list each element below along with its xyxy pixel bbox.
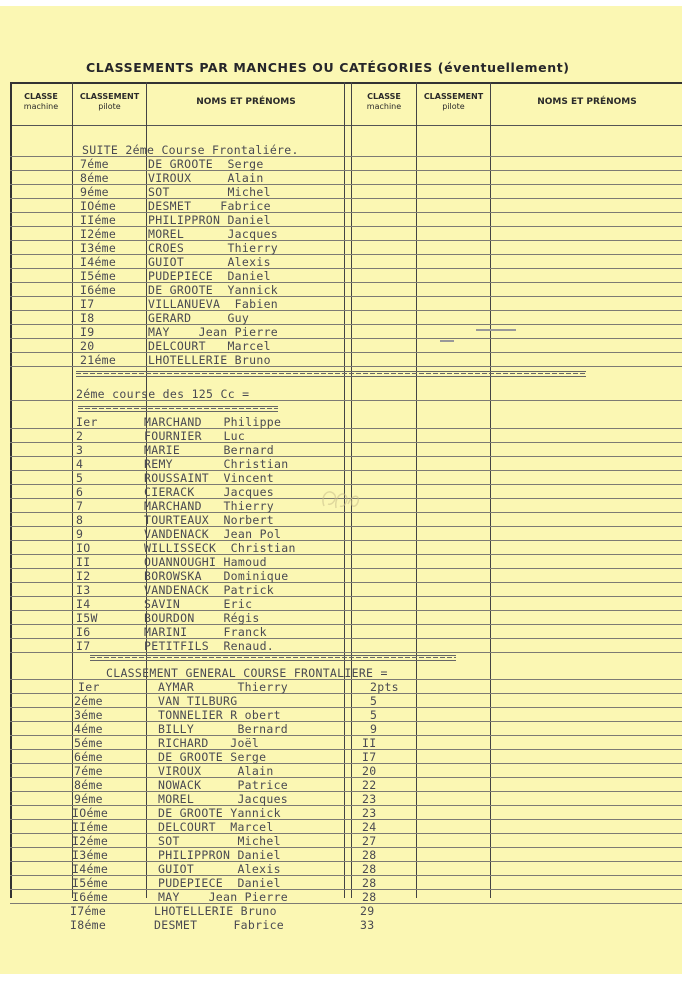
points: 28: [362, 890, 377, 904]
pilot-name: PUDEPIECE Daniel: [158, 876, 281, 890]
rank: I6éme: [80, 283, 117, 297]
pilot-name: TONNELIER R obert: [158, 708, 281, 722]
rank: I5W: [76, 611, 98, 625]
points: 5: [370, 694, 378, 708]
pilot-name: REMY Christian: [144, 457, 289, 471]
rank: IIéme: [72, 820, 109, 834]
pilot-name: RICHARD Joël: [158, 736, 260, 750]
points: 5: [370, 708, 378, 722]
results-sheet: [0, 6, 682, 974]
pilot-name: MOREL Jacques: [158, 792, 289, 806]
rank: 8éme: [74, 778, 103, 792]
pilot-name: MAY Jean Pierre: [148, 325, 279, 339]
pilot-name: DE GROOTE Yannick: [158, 806, 281, 820]
points: I7: [362, 750, 377, 764]
rank: I3: [76, 583, 91, 597]
pilot-name: GERARD Guy: [148, 311, 250, 325]
pencil-mark: [440, 340, 454, 342]
rank: I8: [80, 311, 95, 325]
header-noms-prenoms: NOMS ET PRÉNOMS: [196, 97, 296, 107]
pilot-name: DELCOURT Marcel: [148, 339, 271, 353]
rank: 21éme: [80, 353, 117, 367]
rank: 2éme: [74, 694, 103, 708]
rank: 7: [76, 499, 84, 513]
rank: I7éme: [70, 904, 107, 918]
pilot-name: VILLANUEVA Fabien: [148, 297, 279, 311]
rank: 9éme: [74, 792, 103, 806]
rank: 4éme: [74, 722, 103, 736]
pilot-name: PHILIPPRON Daniel: [158, 848, 281, 862]
header-top-rule: [10, 82, 682, 84]
pilot-name: SOT Michel: [158, 834, 281, 848]
rank: I2éme: [80, 227, 117, 241]
rank: 8éme: [80, 171, 109, 185]
rank: 9éme: [80, 185, 109, 199]
pilot-name: CROES Thierry: [148, 241, 279, 255]
pilot-name: VANDENACK Patrick: [144, 583, 275, 597]
points: 22: [362, 778, 377, 792]
rank: 7éme: [80, 157, 109, 171]
points: 28: [362, 876, 377, 890]
header-classement-pilote: CLASSEMENT pilote: [79, 92, 140, 111]
pilot-name: DELCOURT Marcel: [158, 820, 274, 834]
pilot-name: MARINI Franck: [144, 625, 267, 639]
header-classement-pilote: CLASSEMENT pilote: [423, 92, 484, 111]
pilot-name: MARCHAND Philippe: [144, 415, 282, 429]
pilot-name: PETITFILS Renaud.: [144, 639, 275, 653]
rank: I4éme: [80, 255, 117, 269]
rank: 7éme: [74, 764, 103, 778]
col-rule: [416, 82, 417, 898]
rank: 8: [76, 513, 84, 527]
pilot-name: BILLY Bernard: [158, 722, 289, 736]
header-classe-machine: CLASSE machine: [23, 92, 59, 111]
points: 20: [362, 764, 377, 778]
rank: 3: [76, 443, 84, 457]
faint-logo-stamp-icon: [318, 484, 364, 514]
header-classe-machine: CLASSE machine: [366, 92, 402, 111]
rank: 2: [76, 429, 84, 443]
rank: IOéme: [80, 199, 117, 213]
pilot-name: VAN TILBURG: [158, 694, 238, 708]
rank: IO: [76, 541, 91, 555]
points: 29: [360, 904, 375, 918]
pilot-name: WILLISSECK Christian: [144, 541, 296, 555]
pilot-name: DE GROOTE Yannick: [148, 283, 279, 297]
pilot-name: DE GROOTE Serge: [148, 157, 264, 171]
pilot-name: FOURNIER Luc: [144, 429, 246, 443]
pilot-name: LHOTELLERIE Bruno: [154, 904, 277, 918]
rank: 5éme: [74, 736, 103, 750]
col-rule: [490, 82, 491, 898]
rank: Ier: [76, 415, 98, 429]
pilot-name: BOURDON Régis: [144, 611, 260, 625]
pilot-name: MOREL Jacques: [148, 227, 279, 241]
rank: I2: [76, 569, 91, 583]
pilot-name: GUIOT Alexis: [148, 255, 271, 269]
rank: IOéme: [72, 806, 109, 820]
points: 27: [362, 834, 377, 848]
pilot-name: NOWACK Patrice: [158, 778, 289, 792]
pilot-name: CIERACK Jacques: [144, 485, 275, 499]
rank: 20: [80, 339, 95, 353]
points: 9: [370, 722, 378, 736]
rank: I3éme: [72, 848, 109, 862]
rank: I2éme: [72, 834, 109, 848]
page-title: CLASSEMENTS PAR MANCHES OU CATÉGORIES (éventuellement): [86, 60, 570, 75]
pilot-name: TOURTEAUX Norbert: [144, 513, 275, 527]
rank: I6: [76, 625, 91, 639]
pilot-name: DE GROOTE Serge: [158, 750, 267, 764]
rank: I7: [80, 297, 95, 311]
pilot-name: OUANNOUGHI Hamoud: [144, 555, 267, 569]
pilot-name: PHILIPPRON Daniel: [148, 213, 271, 227]
points: 33: [360, 918, 375, 932]
section-heading: 2éme course des 125 Cc =: [76, 387, 250, 401]
pilot-name: VANDENACK Jean Pol: [144, 527, 282, 541]
points: 28: [362, 848, 377, 862]
rank: 5: [76, 471, 84, 485]
pilot-name: VIROUX Alain: [148, 171, 264, 185]
separator-line: [90, 655, 456, 661]
rank: 6éme: [74, 750, 103, 764]
pilot-name: GUIOT Alexis: [158, 862, 281, 876]
section-heading: SUITE 2éme Course Frontaliére.: [82, 143, 299, 157]
pilot-name: BOROWSKA Dominique: [144, 569, 289, 583]
pilot-name: AYMAR Thierry: [158, 680, 289, 694]
rank: 4: [76, 457, 84, 471]
pilot-name: MARIE Bernard: [144, 443, 275, 457]
pilot-name: SOT Michel: [148, 185, 271, 199]
pilot-name: PUDEPIECE Daniel: [148, 269, 271, 283]
rank: Ier: [78, 680, 100, 694]
points: 23: [362, 792, 377, 806]
rank: I5éme: [80, 269, 117, 283]
rank: I4: [76, 597, 91, 611]
rank: 9: [76, 527, 84, 541]
pilot-name: MARCHAND Thierry: [144, 499, 275, 513]
points: 2pts: [370, 680, 399, 694]
pilot-name: VIROUX Alain: [158, 764, 274, 778]
section-heading: CLASSEMENT GENERAL COURSE FRONTALIERE =: [106, 666, 388, 680]
rank: I5éme: [72, 876, 109, 890]
header-bottom-rule: [10, 125, 682, 126]
pilot-name: SAVIN Eric: [144, 597, 253, 611]
rank: I7: [76, 639, 91, 653]
separator-line: [78, 406, 278, 412]
col-rule: [72, 82, 73, 898]
pilot-name: DESMET Fabrice: [154, 918, 285, 932]
separator-line: [76, 371, 586, 377]
pilot-name: LHOTELLERIE Bruno: [148, 353, 271, 367]
pilot-name: DESMET Fabrice: [148, 199, 271, 213]
pilot-name: ROUSSAINT Vincent: [144, 471, 275, 485]
header-noms-prenoms: NOMS ET PRÉNOMS: [537, 97, 637, 107]
rank: II: [76, 555, 91, 569]
rank: IIéme: [80, 213, 117, 227]
rank: I4éme: [72, 862, 109, 876]
rank: I6éme: [72, 890, 109, 904]
points: II: [362, 736, 377, 750]
rank: I8éme: [70, 918, 107, 932]
rank: I3éme: [80, 241, 117, 255]
points: 23: [362, 806, 377, 820]
pencil-mark: [476, 329, 516, 331]
points: 28: [362, 862, 377, 876]
points: 24: [362, 820, 377, 834]
rank: 3éme: [74, 708, 103, 722]
rank: 6: [76, 485, 84, 499]
rank: I9: [80, 325, 95, 339]
pilot-name: MAY Jean Pierre: [158, 890, 289, 904]
col-rule: [10, 82, 12, 898]
